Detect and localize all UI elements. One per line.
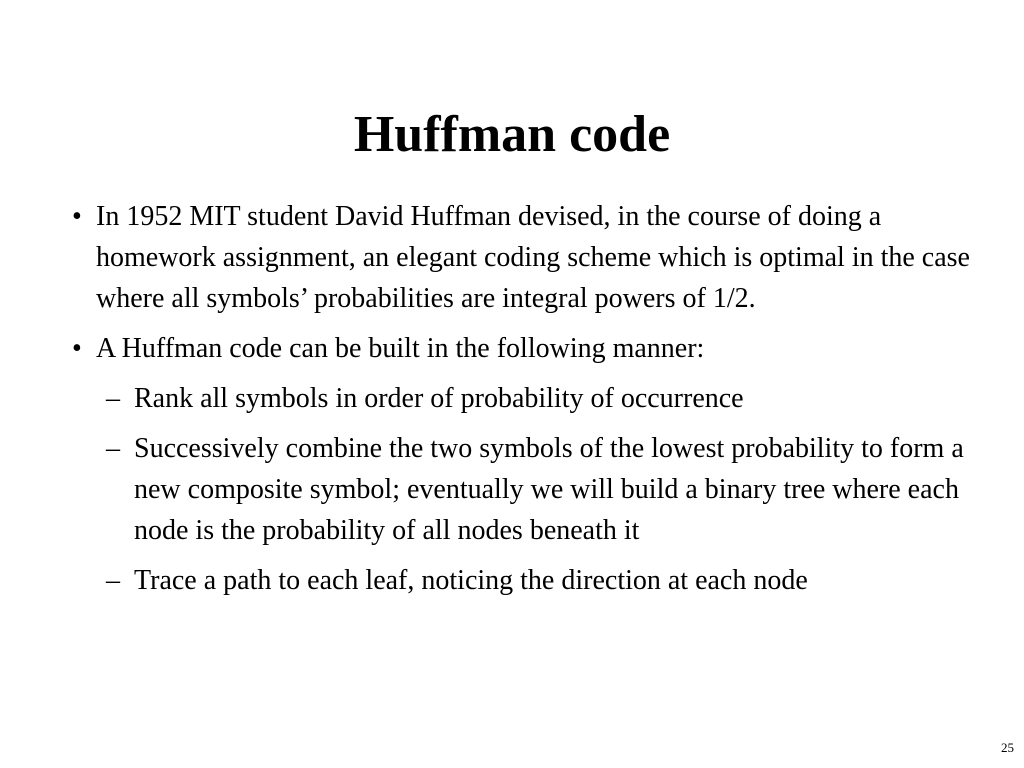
- slide-title: Huffman code: [353, 106, 671, 163]
- sub-bullet-text: Trace a path to each leaf, noticing the direction at each node: [134, 565, 808, 596]
- dash-marker: –: [106, 433, 120, 464]
- sub-bullet-item: [72, 428, 972, 551]
- bullet-marker: •: [72, 201, 82, 232]
- bullet-item: [72, 196, 972, 319]
- slide-content: [72, 196, 972, 610]
- sub-bullet-item: [72, 560, 972, 601]
- sub-bullet-text: Successively combine the two symbols of the lowest probability to form a new composite symbol; eventually we will build a binary tree where each node is the probability of all nodes beneath it: [134, 433, 964, 546]
- dash-marker: –: [106, 383, 120, 414]
- bullet-text: A Huffman code can be built in the following manner:: [96, 333, 705, 364]
- page-number: 25: [1001, 740, 1014, 755]
- dash-marker: –: [106, 565, 120, 596]
- sub-bullet-item: [72, 378, 972, 419]
- bullet-text: In 1952 MIT student David Huffman devised, in the course of doing a homework assignment, an elegant coding scheme which is optimal in the case where all symbols’ probabilities are integral powers of 1/2.: [96, 201, 970, 314]
- bullet-marker: •: [72, 333, 82, 364]
- bullet-item: [72, 328, 972, 369]
- sub-bullet-text: Rank all symbols in order of probability of occurrence: [134, 383, 744, 414]
